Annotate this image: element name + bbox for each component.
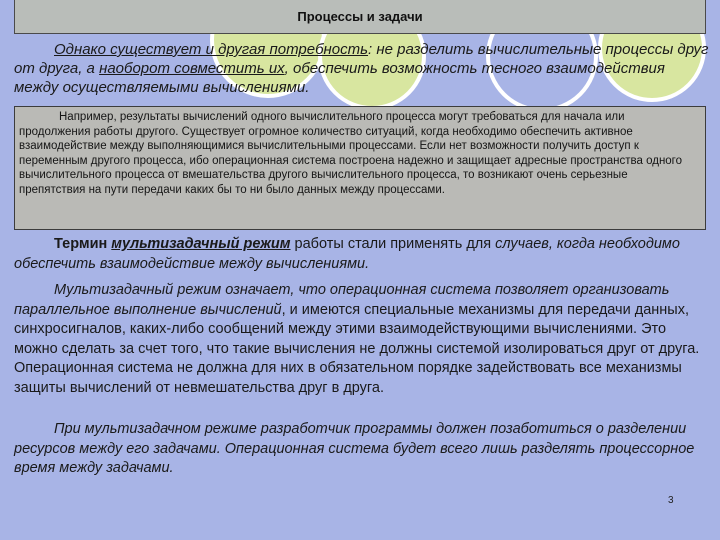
page-number: 3 bbox=[668, 495, 674, 506]
term-mid: работы стали применять для bbox=[290, 236, 496, 252]
intro-underlined-phrase-2: наоборот совместить их bbox=[99, 60, 285, 77]
slide-title-bar bbox=[14, 0, 706, 34]
term-label: Термин bbox=[54, 236, 112, 252]
multitask-paragraph bbox=[14, 281, 710, 398]
intro-text-1: : не разделить вычислительные процессы друг от друга, а bbox=[14, 41, 709, 77]
intro-paragraph bbox=[14, 40, 710, 97]
multitask-italic: Мультизадачный режим означает, что операционная система позволяет организовать параллельное выполнение вычислений bbox=[14, 282, 670, 318]
term-paragraph bbox=[14, 235, 710, 274]
term-word: мультизадачный режим bbox=[111, 236, 291, 252]
multitask-rest: , и имеются специальные механизмы для передачи данных, синхросигналов, каких-либо сообщений между этими взаимодействующими вычислениями. Это можно сделать за счет того, что такие вычисления не должны системой изолироваться друг от друга. Операционная система не должна для них в обязательном порядке задействовать все механизмы защиты вычислений от невмешательства друг в друга. bbox=[14, 301, 700, 396]
example-box bbox=[14, 106, 706, 230]
closing-paragraph: При мультизадачном режиме разработчик программы должен позаботиться о разделении ресурсов между его задачами. Операционная система будет всего лишь разделять процессорное время между задачами. bbox=[14, 421, 695, 476]
intro-text-2: , обеспечить возможность тесного взаимодействия между осуществляемыми вычислениями. bbox=[14, 60, 665, 96]
slide-title: Процессы и задачи bbox=[297, 9, 423, 24]
example-paragraph: Например, результаты вычислений одного вычислительного процесса могут требоваться для начала или продолжения работы другого. Существует огромное количество ситуаций, когда необходимо обеспечить активное взаимодействие между выполняющимися вычислительными процессами. Если нет возможности получить доступ к переменным другого процесса, ибо операционная система построена надежно и защищает адресные пространства одного вычислительного процесса от вмешательства другого вычислительного процесса, то возникают очень серьезные препятствия на пути передачи каких бы то ни было данных между процессами. bbox=[19, 111, 683, 196]
intro-underlined-phrase: Однако существует и другая потребность bbox=[54, 41, 369, 58]
term-tail: случаев, когда необходимо обеспечить взаимодействие между вычислениями. bbox=[14, 236, 680, 272]
